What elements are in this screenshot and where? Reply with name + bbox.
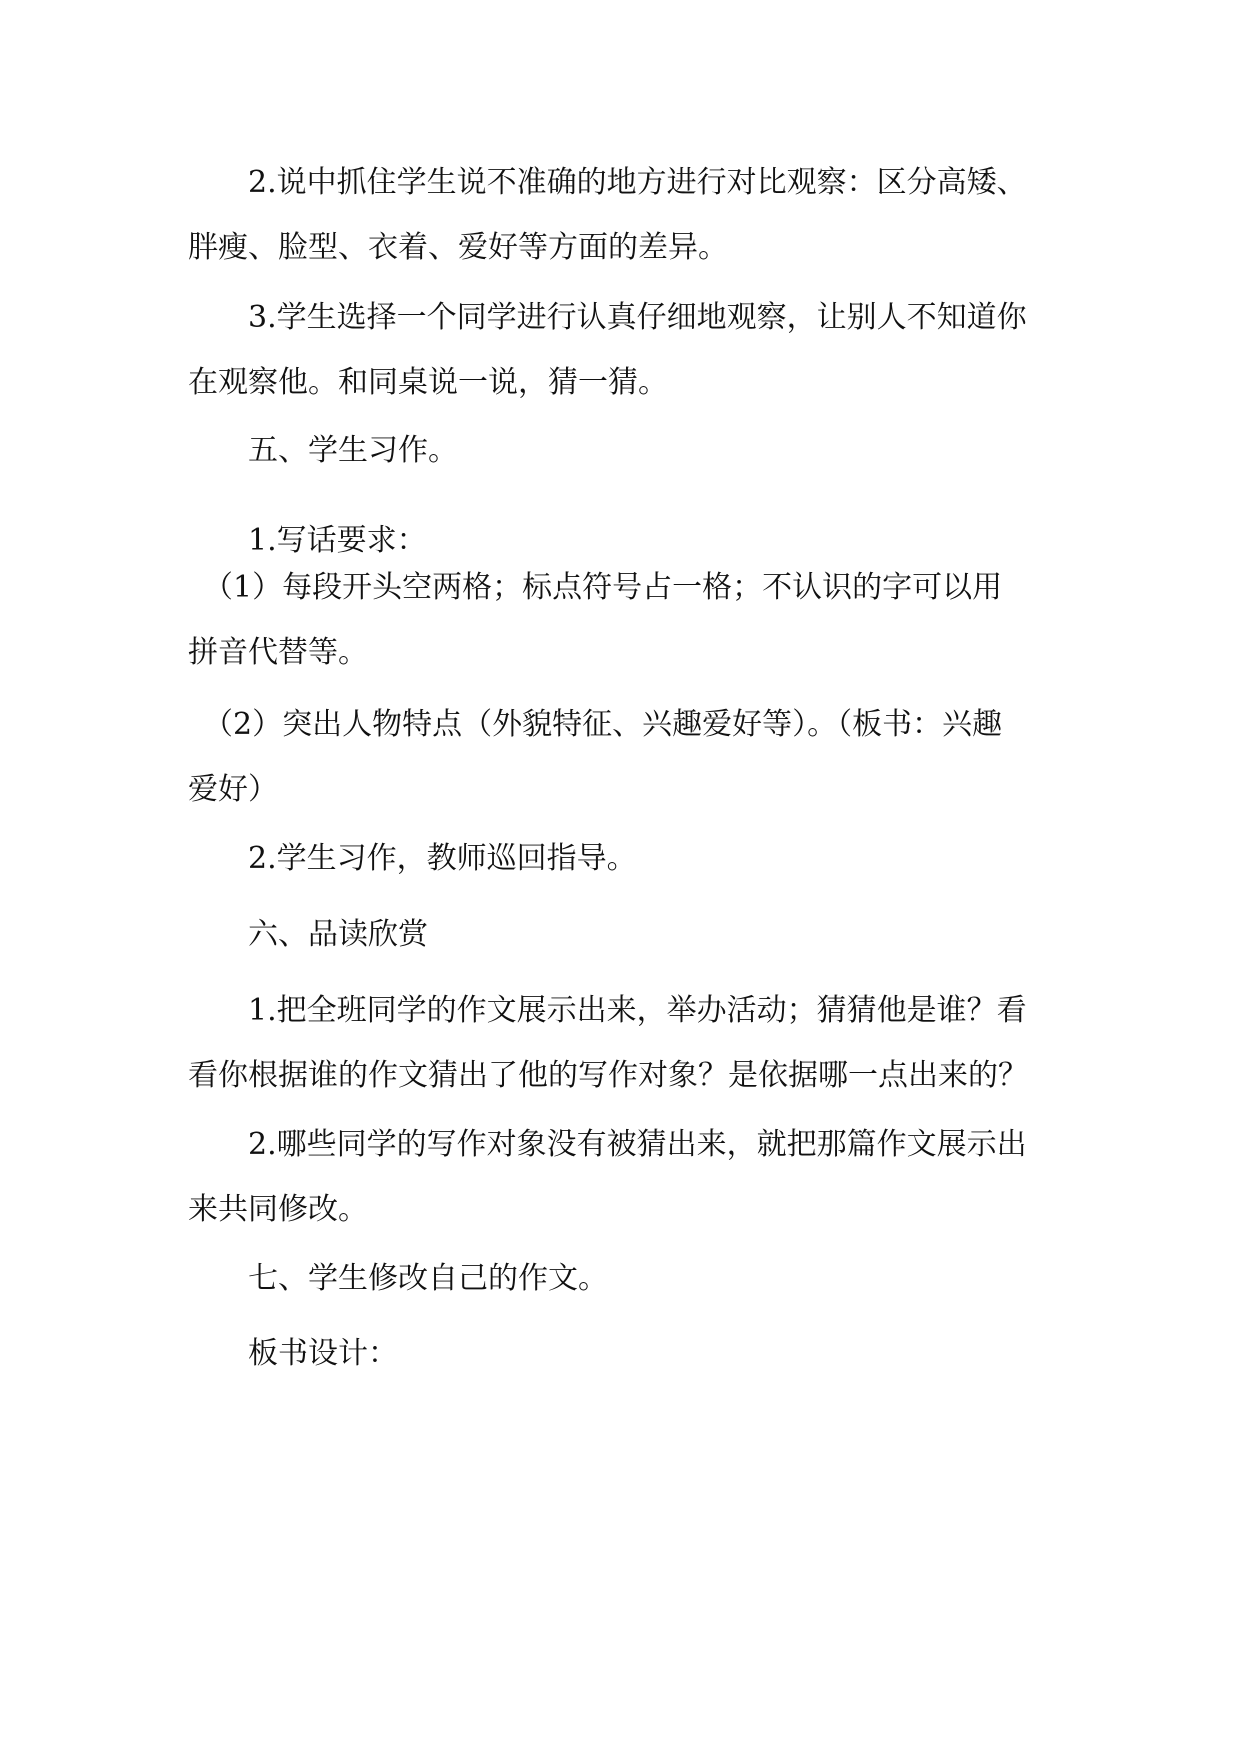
paragraph-observation-comparison bbox=[188, 150, 1056, 280]
text-line: 1.写话要求： bbox=[188, 523, 427, 558]
text-line: 来共同修改。 bbox=[188, 1192, 368, 1227]
paragraph-revise-together bbox=[188, 1112, 1056, 1242]
text-line: 1.把全班同学的作文展示出来，举办活动；猜猜他是谁？看 bbox=[188, 993, 1027, 1028]
text-line: 六、品读欣赏 bbox=[188, 917, 428, 952]
text-line: （2）突出人物特点（外貌特征、兴趣爱好等）。（板书：兴趣 bbox=[188, 707, 1003, 742]
text-line: 2.学生习作，教师巡回指导。 bbox=[188, 841, 637, 876]
paragraph-student-writing bbox=[188, 826, 1056, 891]
section-heading-five bbox=[188, 418, 1056, 483]
paragraph-requirement-2 bbox=[188, 692, 1056, 822]
paragraph-display-essays bbox=[188, 978, 1056, 1108]
text-line: 3.学生选择一个同学进行认真仔细地观察，让别人不知道你 bbox=[188, 300, 1027, 335]
text-line: 拼音代替等。 bbox=[188, 635, 368, 670]
paragraph-requirement-1 bbox=[188, 555, 1056, 685]
section-heading-six bbox=[188, 902, 1056, 967]
section-heading-seven bbox=[188, 1246, 1056, 1311]
text-line: 七、学生修改自己的作文。 bbox=[188, 1261, 608, 1296]
text-line: 看你根据谁的作文猜出了他的写作对象？是依据哪一点出来的？ bbox=[188, 1058, 1028, 1093]
text-line: 胖瘦、脸型、衣着、爱好等方面的差异。 bbox=[188, 230, 728, 265]
text-line: 爱好） bbox=[188, 772, 278, 807]
text-line: 2.哪些同学的写作对象没有被猜出来，就把那篇作文展示出 bbox=[188, 1127, 1027, 1162]
text-line: 五、学生习作。 bbox=[188, 433, 458, 468]
text-line: 在观察他。和同桌说一说，猜一猜。 bbox=[188, 365, 668, 400]
paragraph-choose-classmate bbox=[188, 285, 1056, 415]
text-line: 板书设计： bbox=[188, 1336, 398, 1371]
text-line: 2.说中抓住学生说不准确的地方进行对比观察：区分高矮、 bbox=[188, 165, 1027, 200]
paragraph-board-design bbox=[188, 1321, 1056, 1386]
text-line: （1）每段开头空两格；标点符号占一格；不认识的字可以用 bbox=[188, 570, 1003, 605]
